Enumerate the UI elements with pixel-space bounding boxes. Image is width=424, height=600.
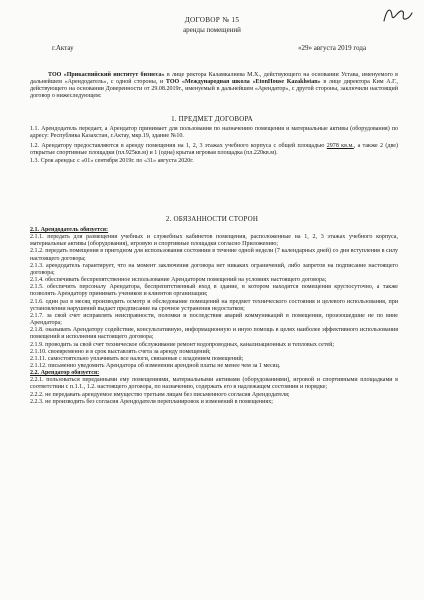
clause-2-1-10: 2.1.10. своевременно и в срок выставлять счета за аренду помещений;	[30, 348, 211, 355]
section-2-heading: 2. ОБЯЗАННОСТИ СТОРОН	[165, 215, 259, 223]
document-date: «29» августа 2019 года	[298, 44, 367, 52]
clause-1-2-text: 1.2. Арендатору предоставляются в аренду помещения на 1, 2, 3 этажах учебного корпуса с общей площадью	[30, 143, 327, 150]
clause-2-2-1: 2.2.1. пользоваться переданными ему помещениями, материальными активами (оборудованиями), игровой и спортивными площадками в соответствии с п.1.1., 1.2. настоящего договора, по назначению, содержать его в надлежащем состоянии и порядке;	[30, 377, 398, 391]
clause-2-1-7: 2.1.7. за свой счет исправлять неисправности, поломки и последствия аварий коммуникаций в помещении, произошедшие не по вине Арендатора;	[30, 312, 398, 327]
preamble	[30, 72, 398, 101]
clause-1-2-area: 2978 кв.м.	[326, 143, 354, 150]
section-1-body	[30, 126, 398, 165]
clause-list-2-2	[30, 377, 398, 406]
clause-1-2	[30, 143, 398, 157]
preamble-text-2: в лице директора Ким А.Г., действующего на основании Доверенности от 29.08.2019г., именуемый в дальнейшем «Арендатор», с другой стороны, заключили настоящий договор о нижеследующем:	[30, 79, 399, 100]
clause-2-1-6: 2.1.6. один раз в месяц производить осмотр и обследование помещений на предмет технического состояния и целевого использования, при установлении нарушений выдает предписание на срочное устранения недостатков;	[30, 298, 398, 312]
document-city: г.Актау	[52, 44, 74, 52]
clause-1-1: 1.1. Арендодатель передает, а Арендатор принимает для пользования по назначению помещения и материальные активы (оборудования) по адресу: Республика Казахстан, г.Актау, мкр.19, здание №10.	[30, 126, 398, 140]
clause-2-1-5: 2.1.5. обеспечить персоналу Арендатора, беспрепятственный вход в здание, в котором находятся помещения круглосуточно, а также позволять Арендатору принимать учеников и клиентов организации;	[30, 284, 398, 298]
clause-2-1-8: 2.1.8. оказывать Арендатору содействие, консультативную, информационную и иную помощь в целях наиболее эффективного использования помещений и исполнения настоящего договора;	[30, 327, 398, 341]
clause-2-2-3: 2.2.3. не производить без согласия Арендодателя перепланировок и изменений в помещениях;	[30, 398, 273, 405]
section-1-heading: 1. ПРЕДМЕТ ДОГОВОРА	[171, 115, 253, 123]
clause-2-1-1: 2.1.1. передать для размещения учебных и служебных кабинетов помещения, расположенные на 1, 2, 3 этажах учебного корпуса, материальные активы (оборудования), игровую и спортивные площадки согласно Приложению;	[30, 234, 398, 248]
party-lessor-name: ТОО «Прикаспийский институт бизнеса»	[48, 72, 165, 78]
preamble-text-1: в лице ректора Каламкалиева М.Х., действующего на основании Устава, именуемого в дальнейшем «Арендодатель», с одной стороны, и	[30, 72, 398, 86]
clause-2-1-4: 2.1.4. обеспечивать беспрепятственное использование Арендатором помещений на условиях настоящего договора;	[30, 277, 327, 284]
clause-2-2-2: 2.2.2. не передавать арендуемое имущество третьим лицам без письменного согласия Арендодателя;	[30, 391, 290, 398]
party-lessee-name: ТОО «Международная школа «EtonHouse Kazakhstan»	[165, 79, 321, 86]
clause-2-1-3: 2.1.3. арендодатель гарантирует, что на момент заключения договора нет никаких ограничений, либо запретов на подписание настоящего договора;	[30, 262, 398, 276]
clause-2-1-9: 2.1.9. проводить за свой счет техническое обслуживание ремонт водопроводных, канализационных и тепловых сетей;	[30, 341, 335, 348]
subsection-2-2-heading: 2.2. Арендатор обязуется:	[30, 370, 100, 377]
clause-list-2-1	[30, 234, 398, 370]
clause-2-1-12: 2.1.12. письменно уведомить Арендатора об изменении арендной платы не менее чем за 1 месяц.	[30, 362, 281, 369]
clause-1-2-text-2: , а также 2 (две) открытые спортивные площадки (пл.925кв.м) и 1 (одна) крытая игровая площадка (пл.220кв.м).	[30, 143, 398, 157]
clause-2-1-2: 2.1.2. передать помещения в пригодном для использования состоянии в течение одной недели (7 календарных дней) со дня вступления в силу настоящего договора;	[30, 248, 398, 262]
section-2-body	[30, 227, 398, 406]
clause-2-1-11: 2.1.11. самостоятельно уплачивать все налоги, связанные с владением помещений;	[30, 355, 244, 362]
clause-1-3: 1.3. Срок аренды: с «01» сентября 2019г. по «31» августа 2020г.	[30, 157, 194, 164]
document-title: ДОГОВОР № 15	[184, 16, 240, 24]
subsection-2-1-heading: 2.1. Арендодатель обязуется:	[30, 227, 109, 233]
document-subtitle: аренды помещений	[183, 26, 241, 34]
